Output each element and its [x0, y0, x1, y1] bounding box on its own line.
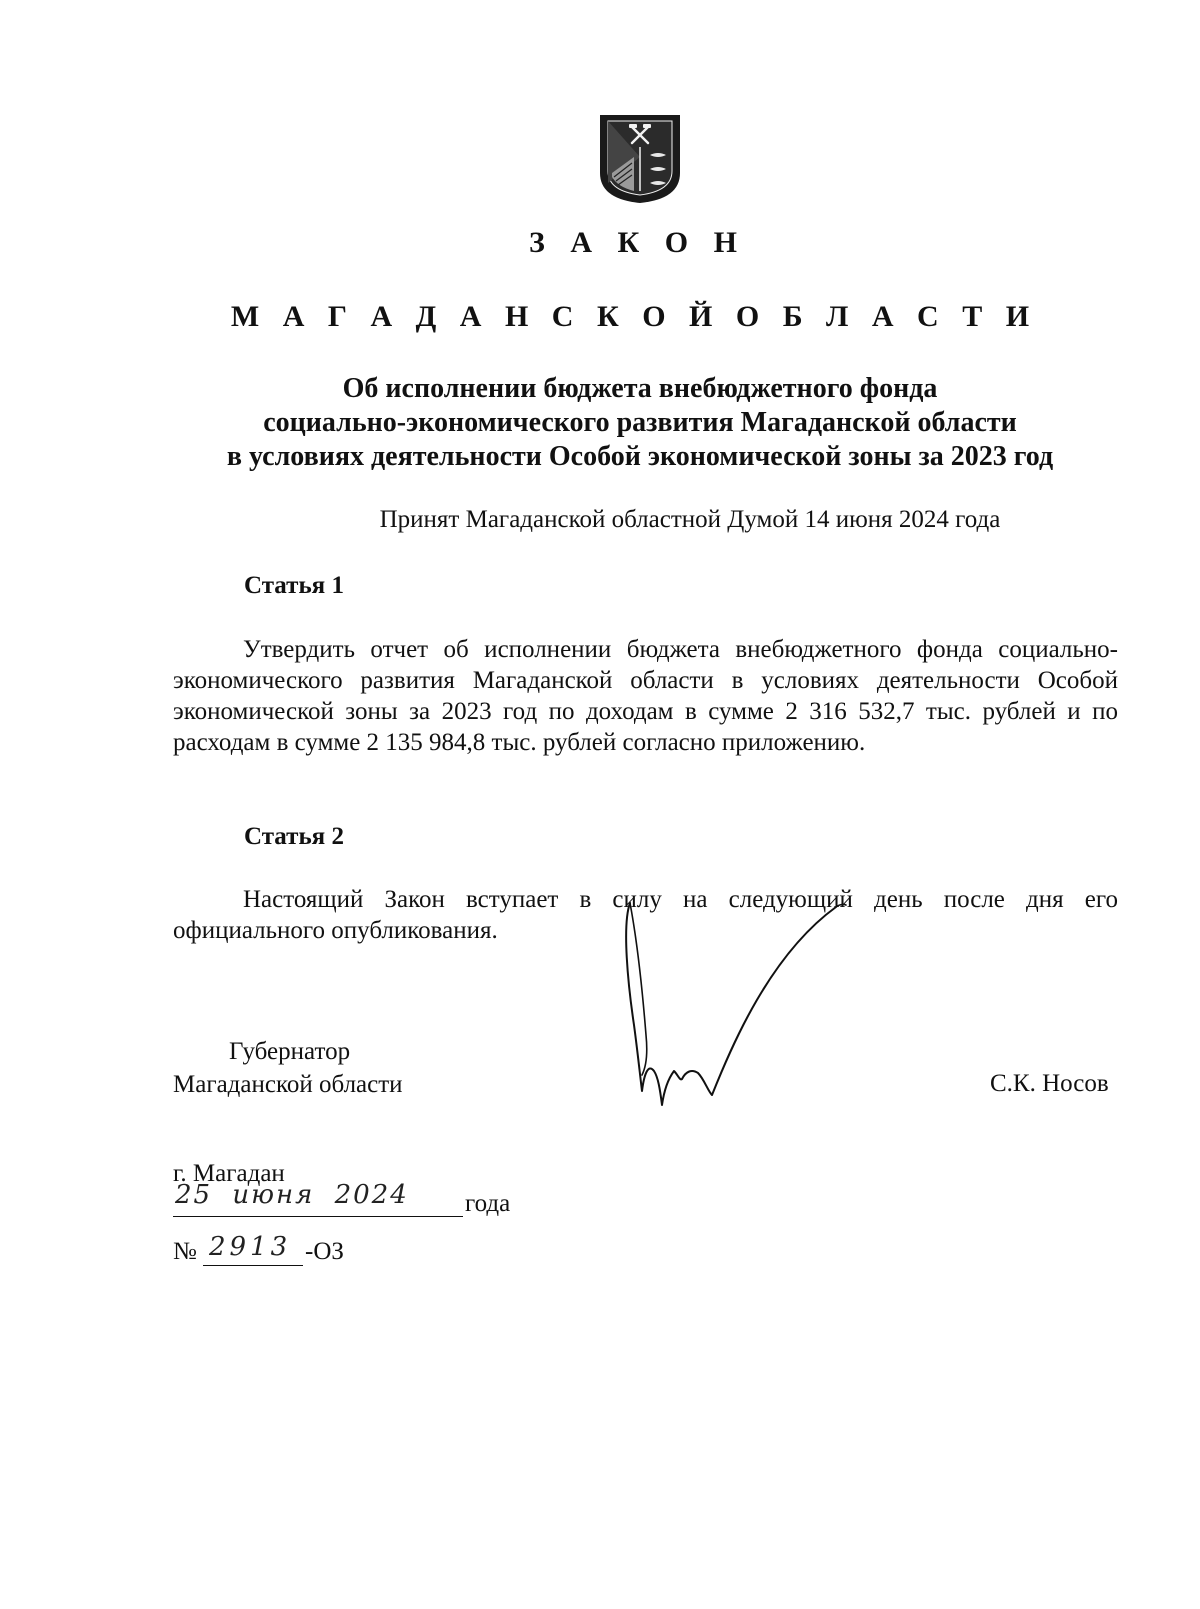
subject-line: социально-экономического развития Магаданской области [263, 407, 1017, 438]
adoption-note: Принят Магаданской областной Думой 14 июня 2024 года [379, 506, 1001, 533]
signer-name: С.К. Носов [990, 1070, 1109, 1097]
date-handwritten: 25 июня 2024 [175, 1180, 409, 1210]
article-1-text: Утвердить отчет об исполнении бюджета внебюджетного фонда социально-экономического развития Магаданской области в условиях деятельности Особой экономической зоны за 2023 год по доходам в сумме 2 316 532,7 тыс. рублей и по расходам в сумме 2 135 984,8 тыс. рублей согласно приложению. [173, 636, 1118, 756]
article-1-heading: Статья 1 [244, 572, 344, 599]
coat-of-arms-icon [598, 113, 682, 205]
number-sign: № [173, 1238, 197, 1265]
law-number [173, 1232, 433, 1270]
position-title: Губернатор [229, 1038, 351, 1065]
number-handwritten: 2913 [209, 1232, 292, 1262]
signing-date [173, 1180, 533, 1220]
subject-line: Об исполнении бюджета внебюджетного фонда [342, 373, 938, 404]
number-suffix: -ОЗ [305, 1238, 344, 1265]
signatory-position [173, 1035, 403, 1101]
date-suffix: года [465, 1190, 511, 1217]
law-subject [160, 372, 1120, 474]
law-title: З А К О Н [529, 226, 746, 259]
position-region: Магаданской области [173, 1071, 403, 1098]
article-2-text: Настоящий Закон вступает в силу на следующий день после дня его официального опубликования. [173, 886, 1118, 944]
place-of-signing: г. Магадан [173, 1160, 285, 1187]
handwritten-signature [620, 895, 865, 1115]
article-2-heading: Статья 2 [244, 823, 344, 850]
region-title: М А Г А Д А Н С К О Й О Б Л А С Т И [230, 300, 1038, 333]
subject-line: в условиях деятельности Особой экономической зоны за 2023 год [226, 441, 1054, 472]
